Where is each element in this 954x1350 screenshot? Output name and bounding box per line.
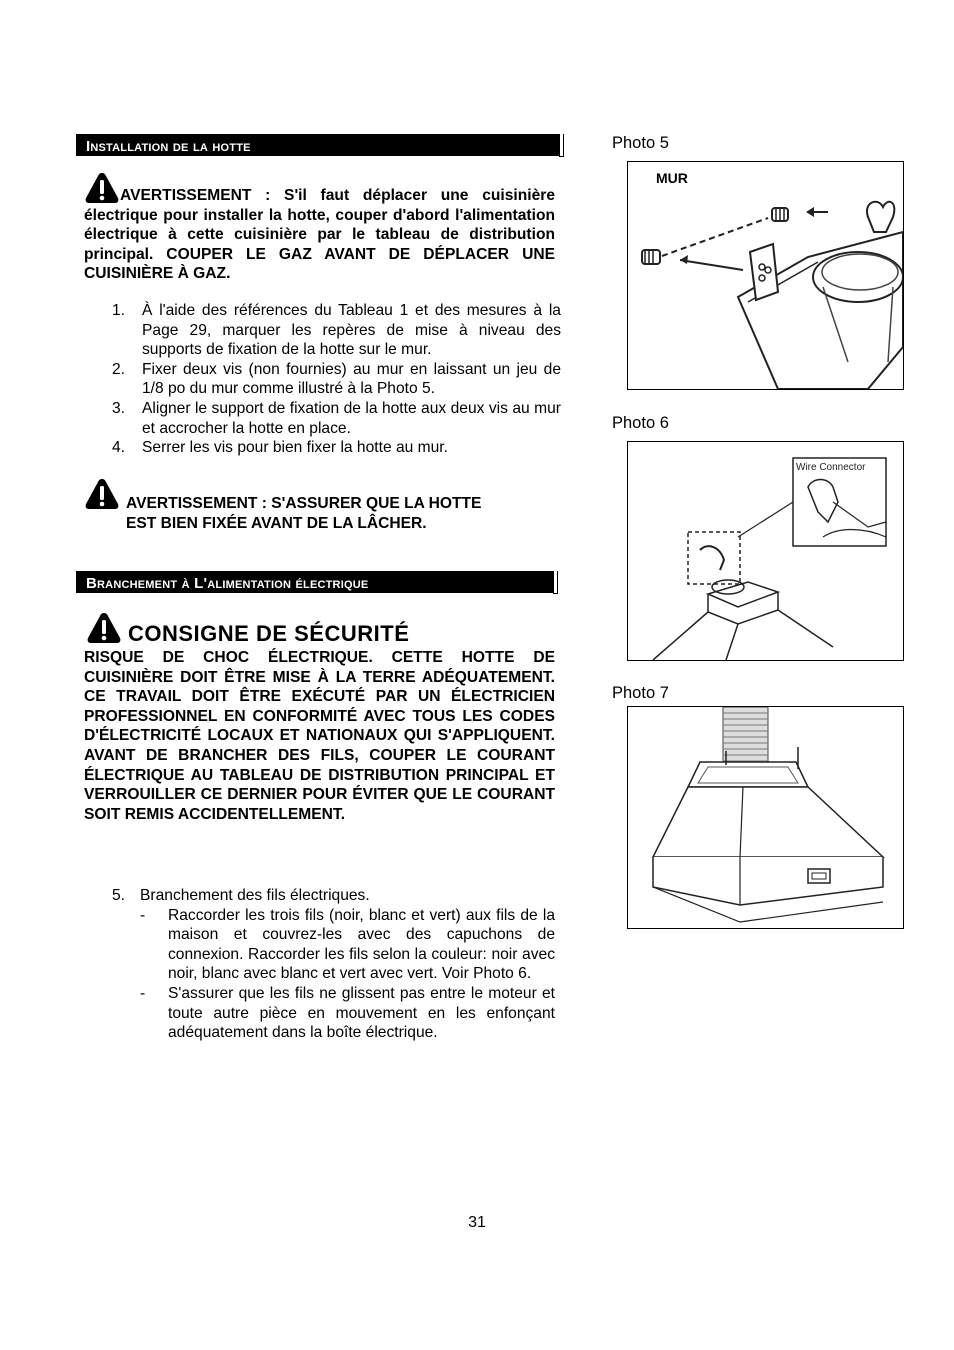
photo-7-label: Photo 7 — [612, 684, 669, 702]
photo-6-image — [627, 441, 904, 661]
installation-steps — [112, 301, 561, 458]
list-item: - S'assurer que les fils ne glissent pas entre le moteur et toute autre pièce en mouvement en les enfonçant adéquatement dans la boîte électrique. — [140, 984, 555, 1042]
photo-caption: Wire Connector — [796, 462, 866, 473]
warning-triangle-icon — [84, 172, 120, 204]
list-item: 2. Fixer deux vis (non fournies) au mur en laissant un jeu de 1/8 po du mur comme illustré à la Photo 5. — [112, 360, 561, 398]
step-5-bullets — [140, 906, 555, 1043]
section-title: Installation de la hotte — [86, 138, 251, 155]
safety-text: RISQUE DE CHOC ÉLECTRIQUE. CETTE HOTTE DE CUISINIÈRE DOIT ÊTRE MISE À LA TERRE ADÉQUATEMENT. CE TRAVAIL DOIT ÊTRE EXÉCUTÉ PAR UN ÉLECTRICIEN PROFESSIONNEL EN CONFORMITÉ AVEC TOUS LES CODES D'ÉLECTRICITÉ LOCAUX ET NATIONAUX QUI S'APPLIQUENT. AVANT DE BRANCHER DES FILS, COUPER LE COURANT ÉLECTRIQUE AU TABLEAU DE DISTRIBUTION PRINCIPAL ET VERROUILLER CE DERNIER POUR ÉVITER QUE LE COURANT SOIT REMIS ACCIDENTELLEMENT. — [84, 649, 555, 823]
photo-caption: MUR — [656, 170, 688, 186]
list-item: - Raccorder les trois fils (noir, blanc et vert) aux fils de la maison et couvrez-les avec des capuchons de connexion. Raccorder les fils selon la couleur: noir avec noir, blanc avec blanc et vert avec vert. Voir Photo 6. — [140, 906, 555, 983]
warning-triangle-icon — [86, 612, 122, 644]
step-5 — [112, 886, 555, 1043]
photo-5-label: Photo 5 — [612, 134, 669, 152]
photo-6-label: Photo 6 — [612, 414, 669, 432]
warning-block — [84, 172, 555, 284]
safety-notice — [84, 612, 555, 824]
list-item: 1. À l'aide des références du Tableau 1 et des mesures à la Page 29, marquer les repères de mise à niveau des supports de fixation de la hotte sur le mur. — [112, 302, 561, 359]
photo-7-image — [627, 706, 904, 929]
warning-text: AVERTISSEMENT : S'il faut déplacer une cuisinière électrique pour installer la hotte, couper d'abord l'alimentation électrique à cette cuisinière par le tableau de distribution principal. COUPER LE GAZ AVANT DE DÉPLACER UNE CUISINIÈRE À GAZ. — [84, 187, 555, 283]
warning-triangle-icon — [84, 478, 120, 510]
page-number: 31 — [468, 1214, 486, 1231]
step-text: Branchement des fils électriques. — [140, 887, 370, 904]
section-header-electrical — [76, 571, 554, 593]
step-number: 5. — [112, 887, 126, 904]
list-item: 3. Aligner le support de fixation de la hotte aux deux vis au mur et accrocher la hotte en place. — [112, 399, 561, 437]
list-item: 4. Serrer les vis pour bien fixer la hotte au mur. — [112, 439, 448, 457]
section-title: Branchement à L'alimentation électrique — [86, 575, 369, 592]
safety-heading: CONSIGNE DE SÉCURITÉ — [128, 621, 410, 646]
section-header-installation — [76, 134, 560, 156]
warning-text-2: AVERTISSEMENT : S'ASSURER QUE LA HOTTE EST BIEN FIXÉE AVANT DE LA LÂCHER. — [126, 495, 482, 532]
photo-5-image — [627, 161, 904, 390]
